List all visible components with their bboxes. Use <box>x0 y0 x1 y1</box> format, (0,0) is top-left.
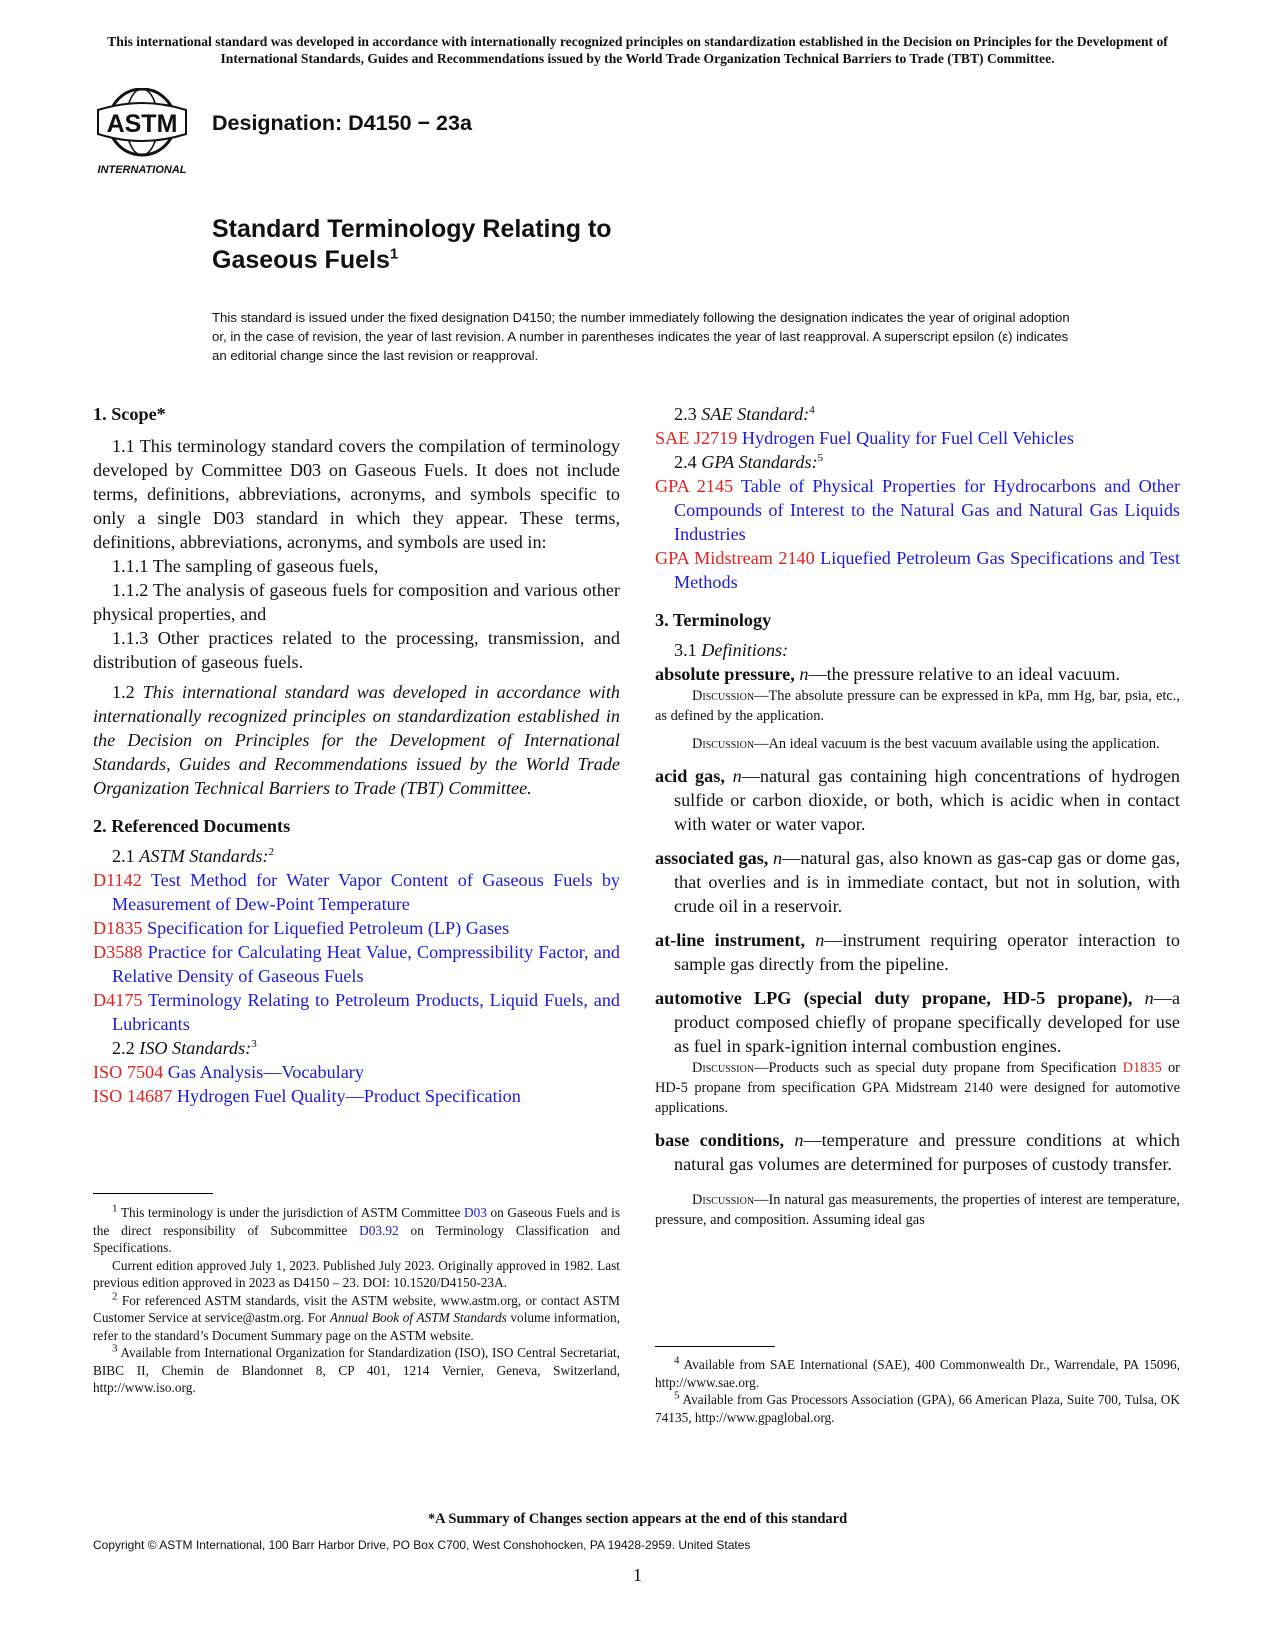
right-column <box>655 402 1180 1230</box>
astm-standards-label: 2.1 ASTM Standards:$^2$ <box>112 845 274 866</box>
footnote-2: $^2$ For referenced ASTM standards, visit the ASTM website, www.astm.org, or contact ASTM Customer Service at service@astm.org. For Annual Book of ASTM Standards volume information, refer to the standard’s Document Summary page on the ASTM website. <box>93 1290 620 1343</box>
footnotes-right <box>655 1356 1180 1426</box>
ref-gpa-midstream-2140[interactable]: GPA Midstream 2140 Liquefied Petroleum Gas Specifications and Test Methods <box>655 548 1181 592</box>
ref-gpa-2145[interactable]: GPA 2145 Table of Physical Properties for Hydrocarbons and Other Compounds of Interest to the Natural Gas and Natural Gas Liquids Industries <box>655 476 1180 544</box>
term-automotive-lpg: automotive LPG (special duty propane, HD-5 propane), n—a product composed chiefly of propane specifically developed for use as fuel in spark-ignition internal combustion engines. <box>655 988 1181 1056</box>
term-base-conditions: base conditions, n—temperature and pressure conditions at which natural gas volumes are determined for purposes of custody transfer. <box>655 1130 1181 1174</box>
gpa-standards-label: 2.4 GPA Standards:$^5$ <box>674 451 824 472</box>
title-line-1: Standard Terminology Relating to <box>212 215 612 243</box>
term-absolute-pressure: absolute pressure, n—the pressure relative to an ideal vacuum. <box>655 664 1121 684</box>
d1835-link[interactable]: D1835 <box>1122 1060 1162 1076</box>
iso-standards-label: 2.2 ISO Standards:$^3$ <box>112 1037 257 1058</box>
footnote-1-edition: Current edition approved July 1, 2023. Published July 2023. Originally approved in 1982. Last previous edition approved in 2023 as D4150 – 23. DOI: 10.1520/D4150-23A. <box>93 1257 620 1290</box>
term-acid-gas: acid gas, n—natural gas containing high concentrations of hydrogen sulfide or carbon dioxide, or both, which is acidic when in contact with water or water vapor. <box>655 766 1180 834</box>
footnote-3: $^3$ Available from International Organization for Standardization (ISO), ISO Central Secretariat, BIBC II, Chemin de Blandonnet 8, CP 401, 1214 Vernier, Geneva, Switzerland, http://www.iso.org. <box>93 1342 620 1395</box>
summary-of-changes-note: *A Summary of Changes section appears at the end of this standard <box>427 1511 848 1527</box>
ref-d1835[interactable]: D1835 Specification for Liquefied Petroleum (LP) Gases <box>93 918 510 938</box>
scope-1-1-1: 1.1.1 The sampling of gaseous fuels, <box>112 556 379 576</box>
referenced-heading: 2. Referenced Documents <box>93 816 291 836</box>
discussion-base-conditions: Discussion—In natural gas measurements, the properties of interest are temperature, pressure, and composition. Assuming ideal gas <box>655 1192 1180 1228</box>
term-at-line-instrument: at-line instrument, n—instrument requiring operator interaction to sample gas directly from the pipeline. <box>655 930 1181 974</box>
term-associated-gas: associated gas, n—natural gas, also known as gas-cap gas or dome gas, that overlies and is in immediate contact, but not in solution, with crude oil in a reservoir. <box>655 848 1181 916</box>
ref-iso-14687[interactable]: ISO 14687 Hydrogen Fuel Quality—Product Specification <box>93 1086 521 1106</box>
svg-text:INTERNATIONAL: INTERNATIONAL <box>97 164 187 176</box>
scope-1-1: 1.1 This terminology standard covers the compilation of terminology developed by Committee D03 on Gaseous Fuels. It does not include terms, definitions, abbreviations, acronyms, and symbols specific to only a single D03 standard in which they appear. These terms, definitions, abbreviations, acronyms, and symbols are used in: <box>93 436 620 552</box>
astm-logo <box>92 88 197 178</box>
discussion-absolute-pressure-2: Discussion—An ideal vacuum is the best vacuum available using the application. <box>692 736 1160 752</box>
page-title <box>212 214 612 276</box>
discussion-automotive-lpg: Discussion—Products such as special duty propane from Specification D1835 or HD-5 propane from specification GPA Midstream 2140 were designed for automotive applications. <box>655 1060 1180 1116</box>
issue-note: This standard is issued under the fixed designation D4150; the number immediately following the designation indicates the year of original adoption or, in the case of revision, the year of last revision. A number in parentheses indicates the year of last reapproval. A superscript epsilon (ε) indicates an editorial change since the last revision or reapproval. <box>212 310 1070 363</box>
scope-heading: 1. Scope* <box>93 404 166 424</box>
d03-92-link[interactable]: D03.92 <box>359 1222 399 1238</box>
sae-standard-label: 2.3 SAE Standard:$^4$ <box>674 403 815 424</box>
definitions-label: 3.1 Definitions: <box>674 640 789 660</box>
footnote-rule-right <box>655 1346 775 1347</box>
footnote-1: $^1$ This terminology is under the jurisdiction of ASTM Committee D03 on Gaseous Fuels and is the direct responsibility of Subcommittee D03.92 on Terminology Classification and Specifications. <box>93 1202 621 1255</box>
d03-link[interactable]: D03 <box>463 1205 487 1220</box>
ref-iso-7504[interactable]: ISO 7504 Gas Analysis—Vocabulary <box>93 1062 364 1082</box>
ref-d3588[interactable]: D3588 Practice for Calculating Heat Value, Compressibility Factor, and Relative Density of Gaseous Fuels <box>93 942 621 986</box>
copyright: Copyright © ASTM International, 100 Barr Harbor Drive, PO Box C700, West Conshohocken, PA 19428-2959. United States <box>93 1538 751 1552</box>
scope-1-1-3: 1.1.3 Other practices related to the processing, transmission, and distribution of gaseous fuels. <box>93 628 620 672</box>
title-line-2: Gaseous Fuels$^1$ <box>212 245 399 274</box>
scope-1-1-2: 1.1.2 The analysis of gaseous fuels for composition and various other physical properties, and <box>93 580 620 624</box>
ref-d4175[interactable]: D4175 Terminology Relating to Petroleum Products, Liquid Fuels, and Lubricants <box>93 990 621 1034</box>
left-column <box>93 402 620 1108</box>
top-notice: This international standard was developed in accordance with internationally recognized principles on standardization established in the Decision on Principles for the Development of International Standards, Guides and Recommendations issued by the World Trade Organization Technical Barriers to Trade (TBT) Committee. <box>107 34 1168 66</box>
discussion-absolute-pressure-1: Discussion—The absolute pressure can be expressed in kPa, mm Hg, bar, psia, etc., as defined by the application. <box>655 688 1180 724</box>
footnote-5: $^5$ Available from Gas Processors Association (GPA), 66 American Plaza, Suite 700, Tulsa, OK 74135, http://www.gpaglobal.org. <box>655 1389 1180 1425</box>
page-number: 1 <box>633 1565 642 1585</box>
footnote-4: $^4$ Available from SAE International (SAE), 400 Commonwealth Dr., Warrendale, PA 15096, http://www.sae.org. <box>655 1354 1181 1390</box>
scope-1-2: 1.2 This international standard was developed in accordance with internationally recognized principles on standardization established in the Decision on Principles for the Development of International Standards, Guides and Recommendations issued by the World Trade Organization Technical Barriers to Trade (TBT) Committee. <box>93 682 621 798</box>
footnote-rule-left <box>93 1193 213 1194</box>
designation: Designation: D4150 − 23a <box>212 111 472 135</box>
svg-text:ASTM: ASTM <box>106 110 178 138</box>
title-footnote-mark[interactable]: 1 <box>389 245 399 263</box>
footnotes-left <box>93 1204 620 1397</box>
astm-logo-icon <box>92 88 197 178</box>
terminology-heading: 3. Terminology <box>655 610 772 630</box>
ref-d1142[interactable]: D1142 Test Method for Water Vapor Content of Gaseous Fuels by Measurement of Dew-Point Temperature <box>93 870 621 914</box>
ref-sae-j2719[interactable]: SAE J2719 Hydrogen Fuel Quality for Fuel Cell Vehicles <box>655 428 1074 448</box>
